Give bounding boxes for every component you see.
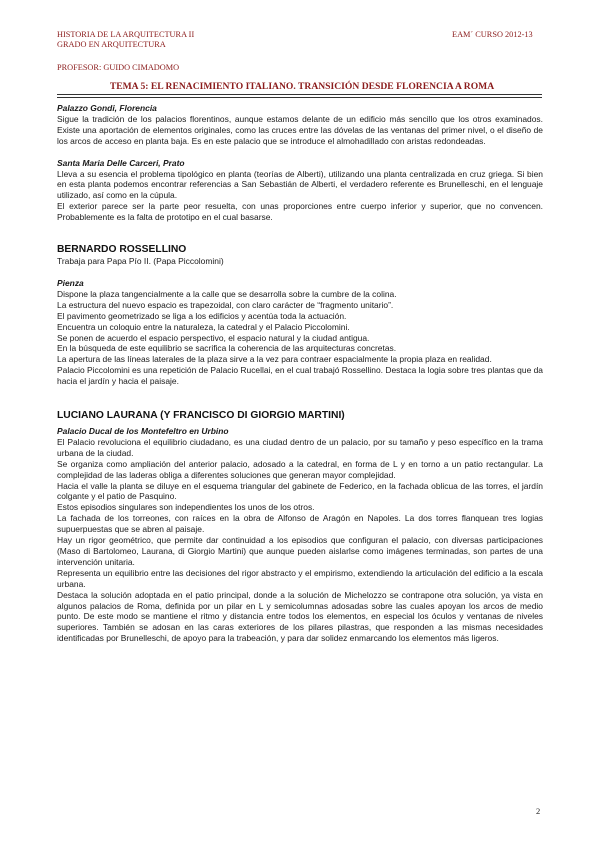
subtitle-palacio-ducal-urbino: Palacio Ducal de los Montefeltro en Urbino [57, 426, 229, 437]
subtitle-palazzo-gondi: Palazzo Gondi, Florencia [57, 103, 157, 113]
urbino-line: Hay un rigor geométrico, que permite dar continuidad a los episodios que configuran el palacio, con diversas participaciones (Maso di Bartolomeo, Laurana, di Giorgio Martini) que aunque pueden aislarlse como imágenes terminadas, son partes de una intervención unitaria. [57, 535, 543, 567]
page-title: TEMA 5: EL RENACIMIENTO ITALIANO. TRANSICIÓN DESDE FLORENCIA A ROMA [109, 81, 495, 92]
header-course-info [57, 30, 194, 50]
title-rule-thin [57, 97, 542, 98]
page-number: 2 [536, 806, 541, 816]
heading-bernardo-rossellino: BERNARDO ROSSELLINO [57, 244, 187, 256]
header-subject: HISTORIA DE LA ARQUITECTURA II [57, 30, 195, 39]
header-school-year: EAM´ CURSO 2012-13 [452, 30, 533, 39]
paragraph-palazzo-gondi: Sigue la tradición de los palacios florentinos, aunque estamos delante de un edificio más sencillo que los otros examinados. Existe una aportación de elementos originales, como las cruces entre las dóvelas de las ventanas del primer nivel, o el diseño de los arcos de acceso en planta baja. Es en este palacio que se introduce el almohadillado con aristas redondeadas. [57, 113, 543, 146]
document-body [57, 103, 543, 644]
pienza-line: Se ponen de acuerdo el espacio perspectivo, el espacio natural y la ciudad antigua. [57, 332, 370, 343]
spacer [57, 147, 543, 158]
subtitle-pienza: Pienza [57, 277, 84, 288]
urbino-line: Hacia el valle la planta se diluye en el esquema triangular del gabinete de Federico, en la fachada oblicua de las torres, el jardín colgante y el patio de Pasquino. [57, 480, 543, 502]
header-degree: GRADO EN ARQUITECTURA [57, 40, 166, 49]
spacer [57, 223, 543, 243]
paragraph-carceri-exterior: El exterior parece ser la parte peor resuelta, con unas proporciones entre cuerpo inferior y superior, que no convencen. Probablemente es la falta de prototipo en el cual basarse. [57, 201, 543, 223]
title-rule-thick [57, 94, 542, 95]
pienza-line: La apertura de las líneas laterales de la plaza sirve a la vez para contraer espacialmente la propia plaza en realidad. [57, 354, 492, 365]
paragraph-carceri-plan: Lleva a su esencia el problema tipológico en planta (teorías de Alberti), utilizando una planta centralizada en cruz griega. Si bien en esta planta podemos encontrar referencias a San Sebastián de Alberti, el verdadero referente es Brunelleschi, en el lenguaje utilizado, así como en la cúpula. [57, 168, 543, 201]
urbino-line: Estos episodios singulares son independientes los unos de los otros. [57, 502, 315, 513]
pienza-line: Dispone la plaza tangencialmente a la calle que se desarrolla sobre la cumbre de la colina. [57, 288, 397, 299]
pienza-line: Encuentra un coloquio entre la naturaleza, la catedral y el Palacio Piccolomini. [57, 321, 350, 332]
pienza-line: Palacio Piccolomini es una repetición de Palacio Rucellai, en el cual trabajó Rossellino. Destaca la logia sobre tres plantas que da hacia el jardín y hacia el paisaje. [57, 365, 543, 387]
urbino-line: Se organiza como ampliación del anterior palacio, adosado a la catedral, en forma de L y en torno a un patio rectangular. La complejidad de las laderas obliga a diferentes soluciones que generan mayor complejidad. [57, 458, 543, 480]
pienza-line: El pavimento geometrizado se liga a los edificios y acentúa toda la actuación. [57, 310, 347, 321]
spacer [57, 267, 543, 278]
pienza-line: La estructura del nuevo espacio es trapezoidal, con claro carácter de “fragmento unitario”. [57, 299, 394, 310]
urbino-line: El Palacio revoluciona el equilibrio ciudadano, es una ciudad dentro de un palacio, por su tamaño y peso específico en la trama urbana de la ciudad. [57, 436, 543, 458]
urbino-line: Representa un equilibrio entre las decisiones del rigor abstracto y el empirismo, extendiendo la articulación del edificio a la escala urbana. [57, 567, 543, 589]
header-professor: PROFESOR: GUIDO CIMADOMO [57, 63, 180, 72]
heading-luciano-laurana: LUCIANO LAURANA (Y FRANCISCO DI GIORGIO MARTINI) [57, 410, 345, 422]
subtitle-santa-maria-carceri: Santa Maria Delle Carceri, Prato [57, 157, 185, 168]
spacer [57, 387, 543, 409]
urbino-line: Destaca la solución adoptada en el patio principal, donde a la solución de Michelozzo se contrapone otra solución, ya vista en algunos palacios de Roma, definida por un pilar en L y semicolumnas adosadas sobre las cuales apoyan los arcos de medio punto. De este modo se mantiene el ritmo y distancia entre todos los elementos, en especial los óculos y ventanas de niveles superiores. También se adosan en las caras exteriores de los pilares pilastras, que responden a las mismas necesidades identificadas por Brunelleschi, de apoyo para la trabeación, y para dar solidez enmarcando los elementos más ligeros. [57, 589, 543, 644]
paragraph-rossellino-intro: Trabaja para Papa Pío II. (Papa Piccolomini) [57, 256, 224, 267]
urbino-line: La fachada de los torreones, con raíces en la obra de Alfonso de Aragón en Napoles. La dos torres flanquean tres logias supuerpuestas que se abren al paisaje. [57, 513, 543, 535]
pienza-line: En la búsqueda de este equilibrio se sacrifica la coherencia de las arquitecturas concretas. [57, 343, 397, 354]
